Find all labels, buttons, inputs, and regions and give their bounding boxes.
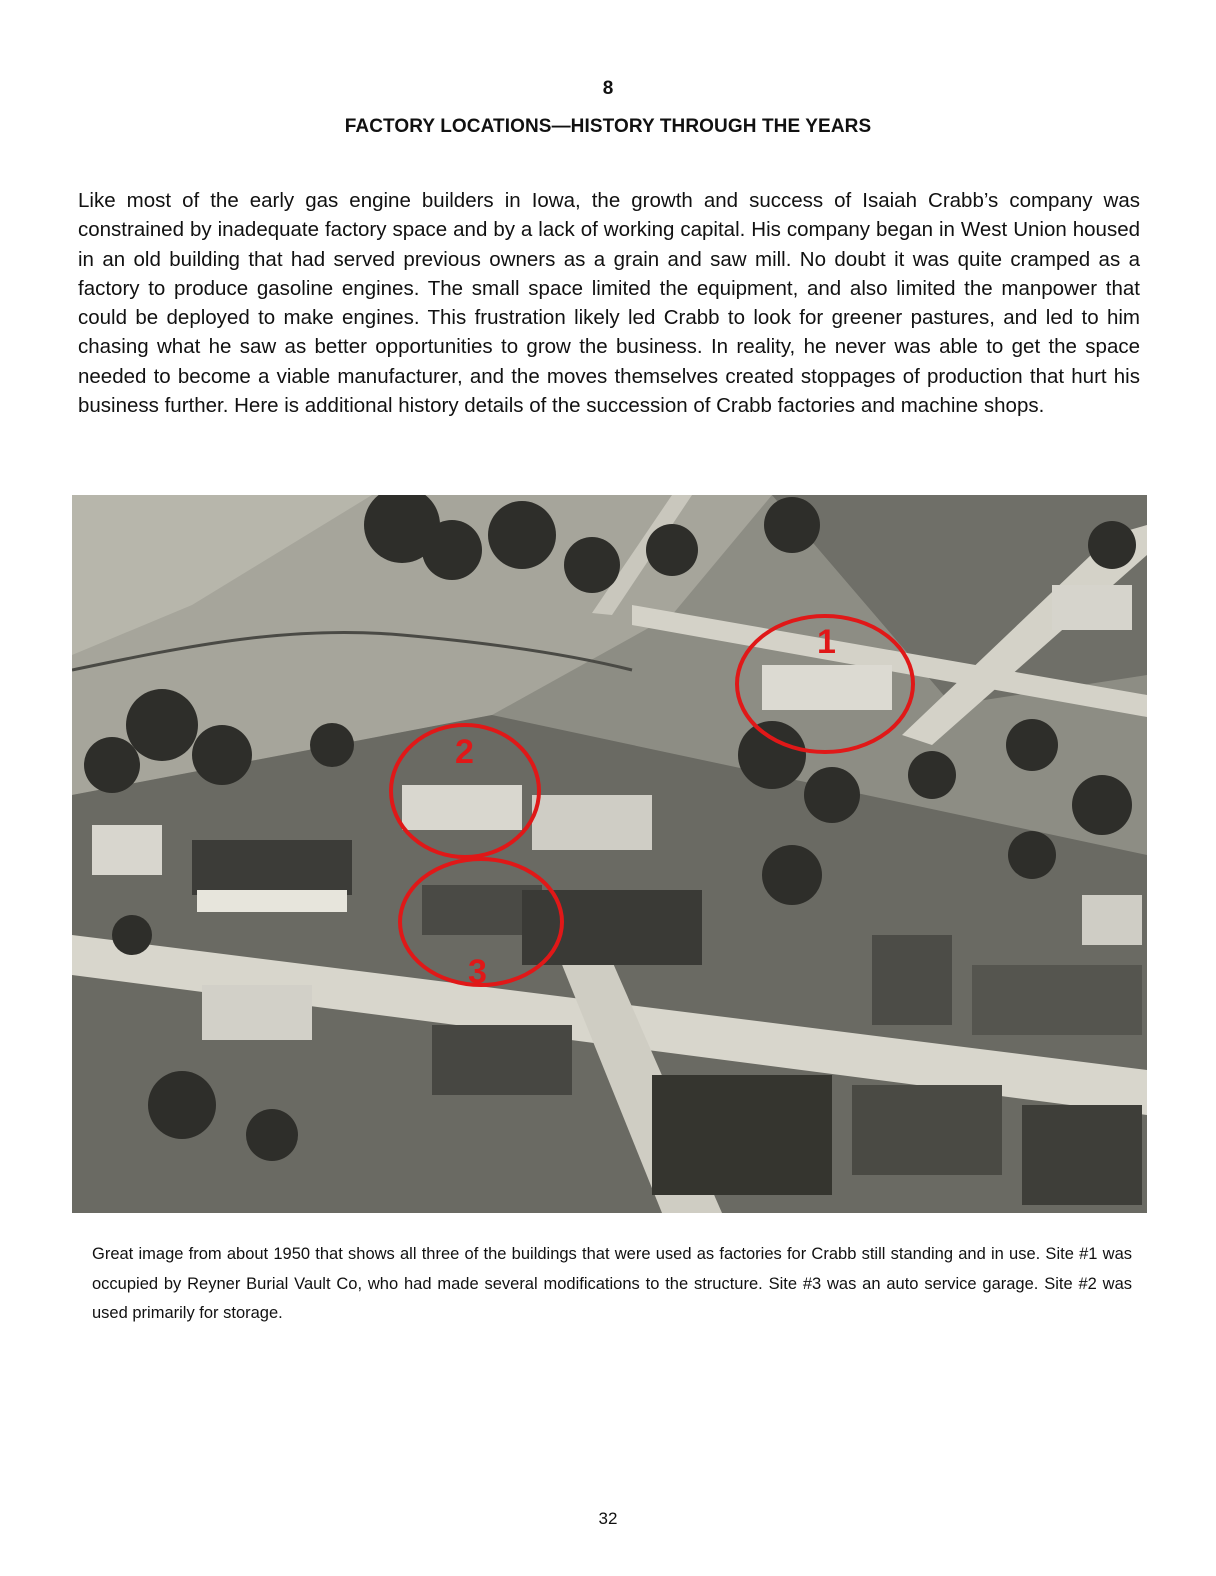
aerial-photo-drawing — [72, 495, 1147, 1213]
chapter-number: 8 — [602, 78, 614, 99]
photo-caption: Great image from about 1950 that shows all three of the buildings that were used as factories for Crabb still standing and in use. Site #1 was occupied by Reyner Burial Vault Co, who had made several modifications to the structure. Site #3 was an auto service garage. Site #2 was used primarily for storage. — [92, 1245, 1132, 1322]
site-1-label: 1 — [817, 623, 836, 661]
building — [652, 1075, 832, 1195]
building — [1082, 895, 1142, 945]
building — [92, 825, 162, 875]
building — [762, 665, 892, 710]
body-paragraph: Like most of the early gas engine builders in Iowa, the growth and success of Isaiah Crabb’s company was constrained by inadequate factory space and by a lack of working capital. His company began in West Union housed in an old building that had served previous owners as a grain and saw mill. No doubt it was quite cramped as a factory to produce gasoline engines. The small space limited the equipment, and also limited the manpower that could be deployed to make engines. This frustration likely led Crabb to look for greener pastures, and led to him chasing what he saw as better opportunities to grow the business. In reality, he never was able to get the space needed to become a viable manufacturer, and the moves themselves created stoppages of production that hurt his business further. Here is additional history details of the succession of Crabb factories and machine shops. — [78, 189, 1140, 418]
building — [872, 935, 952, 1025]
building — [432, 1025, 572, 1095]
site-3-label: 3 — [468, 953, 487, 991]
building — [852, 1085, 1002, 1175]
building — [532, 795, 652, 850]
building — [1052, 585, 1132, 630]
aerial-photo — [72, 495, 1147, 1213]
site-2-label: 2 — [455, 733, 474, 771]
chapter-title: FACTORY LOCATIONS—HISTORY THROUGH THE YEARS — [344, 116, 872, 137]
building — [202, 985, 312, 1040]
building — [972, 965, 1142, 1035]
page-number: 32 — [598, 1509, 618, 1528]
building — [1022, 1105, 1142, 1205]
building — [192, 840, 352, 895]
building — [197, 890, 347, 912]
building — [402, 785, 522, 830]
